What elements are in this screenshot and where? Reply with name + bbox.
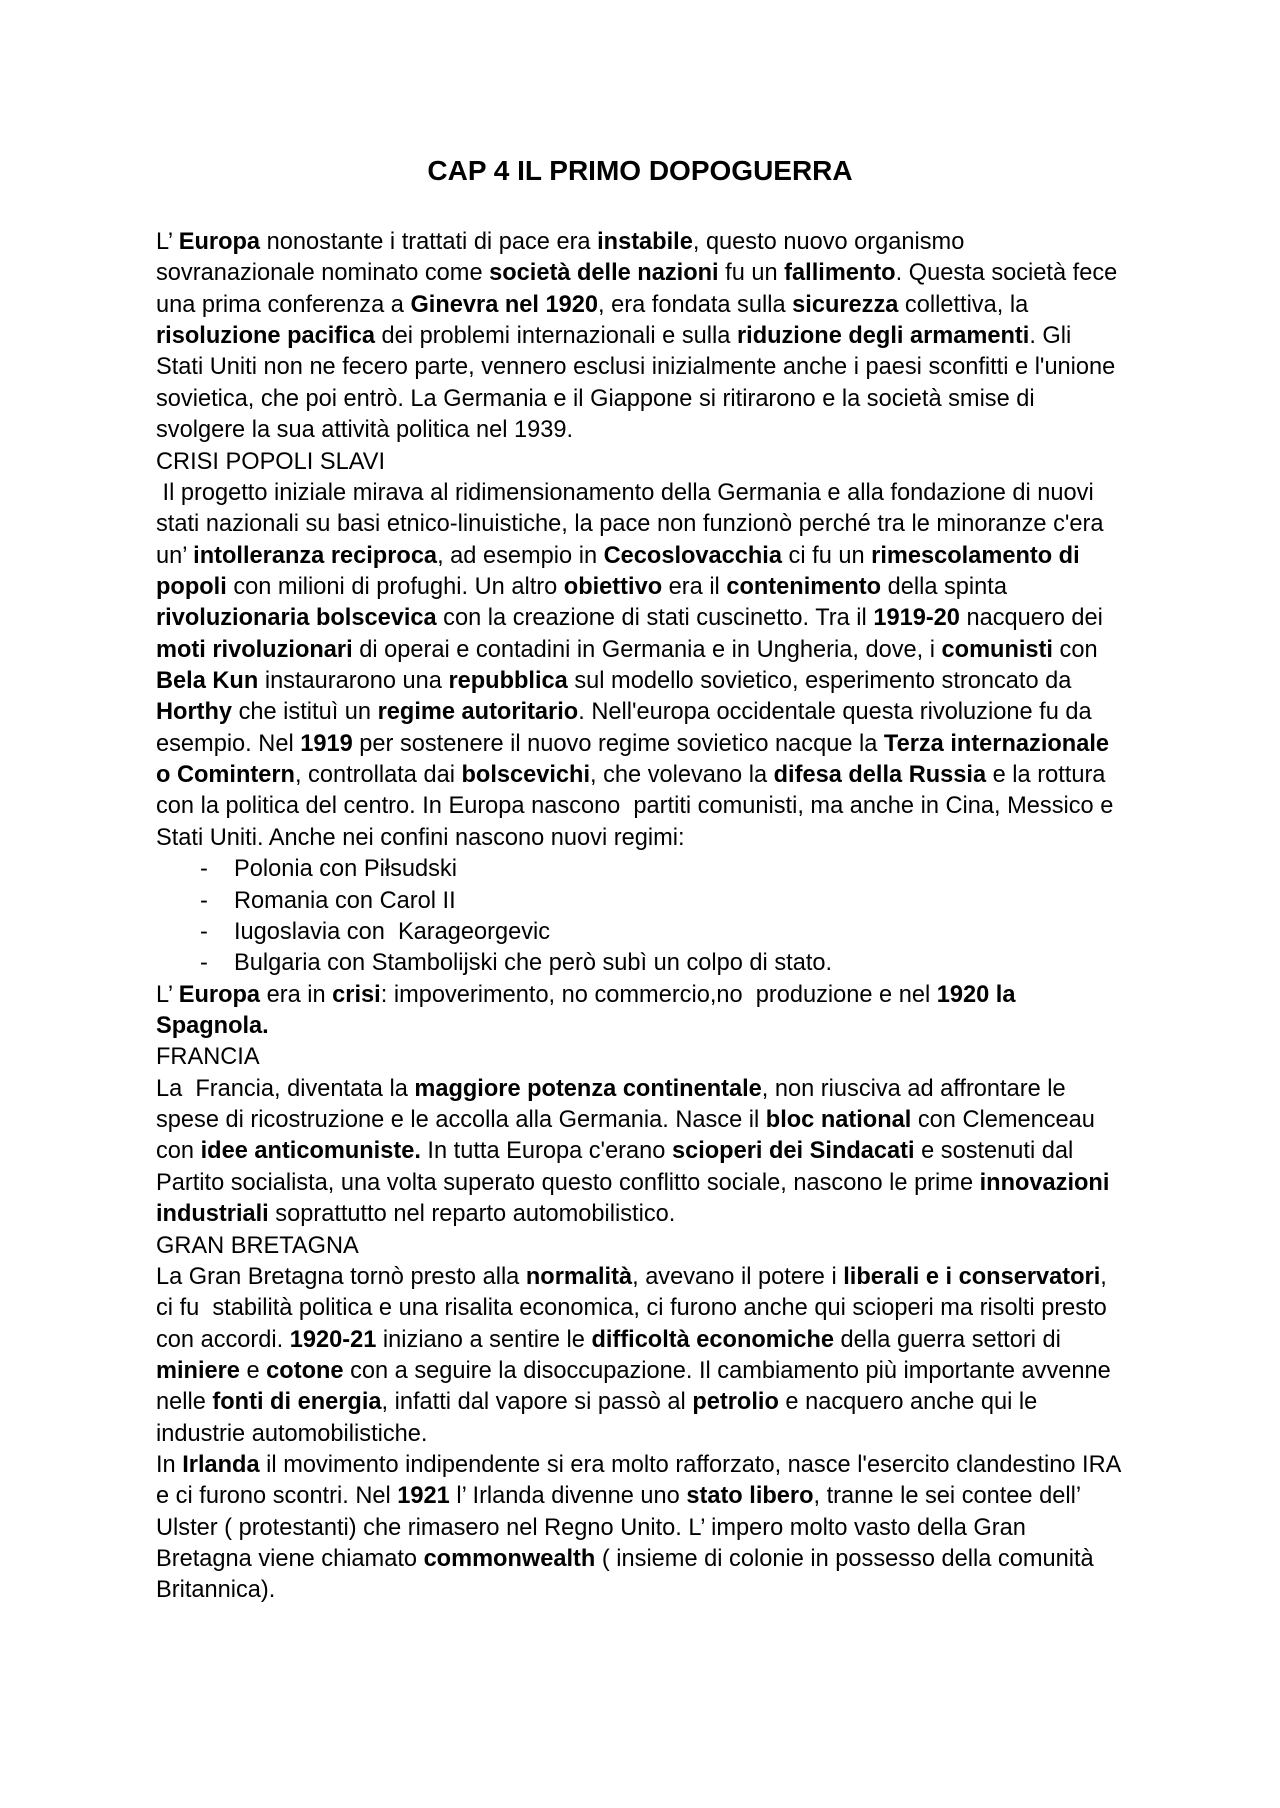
section-heading: [156, 447, 1146, 478]
text-run: Romania con Carol II: [234, 887, 456, 914]
bold-text-run: Spagnola.: [156, 1012, 269, 1039]
text-run: e la rottura: [986, 762, 1106, 789]
text-line: [156, 1011, 1146, 1042]
text-line: [156, 603, 1146, 634]
text-run: , era fondata sulla: [598, 291, 793, 318]
text-run: con Clemenceau: [911, 1107, 1095, 1134]
text-run: e sostenuti dal: [914, 1138, 1074, 1165]
text-run: ci fu un: [781, 542, 872, 569]
text-run: , non riusciva ad affrontare le: [761, 1075, 1066, 1102]
text-run: era il: [662, 573, 727, 600]
text-run: , che volevano la: [590, 762, 774, 789]
text-run: FRANCIA: [156, 1044, 260, 1071]
text-run: CRISI POPOLI SLAVI: [156, 448, 386, 475]
text-line: [156, 760, 1146, 791]
section-heading: [156, 1042, 1146, 1073]
text-line: [156, 1419, 1146, 1450]
text-line: [156, 1293, 1146, 1324]
text-line: [156, 1481, 1146, 1512]
text-run: . Questa società fece: [895, 260, 1118, 287]
text-run: L’: [156, 229, 179, 255]
list-bullet: -: [200, 918, 208, 945]
bold-text-run: miniere: [156, 1357, 240, 1384]
bold-text-run: bolscevichi: [461, 762, 591, 789]
text-line: [156, 697, 1146, 728]
list-item: [156, 948, 1146, 979]
text-line: [156, 321, 1146, 352]
section-heading: [156, 1231, 1146, 1262]
text-run: di operai e contadini in Germania e in Ungheria, dove, i: [352, 636, 942, 663]
text-line: [156, 1262, 1146, 1293]
text-run: In: [156, 1452, 183, 1479]
text-run: , infatti dal vapore si passò al: [381, 1389, 693, 1416]
bold-text-run: riduzione degli armamenti: [736, 323, 1030, 350]
bold-text-run: repubblica: [448, 668, 568, 695]
bold-text-run: 1919: [300, 730, 353, 757]
text-line: [156, 729, 1146, 760]
list-item: [156, 886, 1146, 917]
text-run: Bretagna viene chiamato: [156, 1546, 424, 1573]
text-line: [156, 1513, 1146, 1544]
text-line: [156, 415, 1146, 446]
text-line: [156, 258, 1146, 289]
bold-text-run: commonwealth: [423, 1546, 596, 1573]
text-run: La Gran Bretagna tornò presto alla: [156, 1263, 526, 1290]
text-run: : impoverimento, no commercio,no produzione e nel: [380, 981, 937, 1008]
text-line: [156, 384, 1146, 415]
bold-text-run: instabile: [597, 229, 693, 255]
text-run: con milioni di profughi. Un altro: [226, 573, 564, 600]
bold-text-run: normalità: [525, 1263, 633, 1290]
bold-text-run: difficoltà economiche: [591, 1326, 834, 1353]
text-run: dei problemi internazionali e sulla: [374, 323, 737, 350]
bold-text-run: idee anticomuniste.: [200, 1138, 421, 1165]
text-run: Partito socialista, una volta superato questo conflitto sociale, nascono le prime: [156, 1169, 980, 1196]
text-run: e: [239, 1357, 267, 1384]
text-run: una prima conferenza a: [156, 291, 411, 318]
bold-text-run: Horthy: [156, 699, 233, 726]
text-line: [156, 666, 1146, 697]
text-run: esempio. Nel: [156, 730, 301, 757]
bold-text-run: 1919-20: [873, 605, 960, 632]
text-run: L’: [156, 981, 179, 1008]
text-line: [156, 1074, 1146, 1105]
text-run: un’: [156, 542, 194, 569]
bold-text-run: intolleranza reciproca: [193, 542, 438, 569]
text-run: Stati Uniti. Anche nei confini nascono nuovi regimi:: [156, 824, 685, 851]
bold-text-run: Cecoslovacchia: [603, 542, 782, 569]
text-run: ,: [1100, 1263, 1107, 1290]
bold-text-run: cotone: [266, 1357, 344, 1384]
text-run: che istituì un: [232, 699, 378, 726]
text-run: con la creazione di stati cuscinetto. Tra il: [436, 605, 874, 632]
text-run: soprattutto nel reparto automobilistico.: [268, 1201, 676, 1228]
bold-text-run: rimescolamento di: [871, 542, 1080, 569]
text-run: con la politica del centro. In Europa nascono partiti comunisti, ma anche in Cina, Messico e: [156, 793, 1114, 820]
text-run: della spinta: [881, 573, 1007, 600]
text-line: [156, 791, 1146, 822]
text-run: Polonia con Piłsudski: [234, 856, 457, 883]
text-run: il movimento indipendente si era molto rafforzato, nasce l'esercito clandestino IRA: [259, 1452, 1122, 1479]
text-run: svolgere la sua attività politica nel 1939.: [156, 417, 574, 444]
document-body: [156, 227, 1146, 1607]
text-line: [156, 478, 1146, 509]
text-run: nonostante i trattati di pace era: [260, 229, 598, 255]
bold-text-run: crisi: [332, 981, 381, 1008]
text-run: sul modello sovietico, esperimento stroncato da: [567, 668, 1072, 695]
bold-text-run: rivoluzionaria bolscevica: [156, 605, 437, 632]
text-run: l’ Irlanda divenne uno: [449, 1483, 687, 1510]
bold-text-run: o Comintern: [156, 762, 295, 789]
bold-text-run: Europa: [178, 229, 261, 255]
text-line: [156, 541, 1146, 572]
text-run: nacquero dei: [959, 605, 1103, 632]
list-bullet: -: [200, 887, 208, 914]
text-line: [156, 1356, 1146, 1387]
text-line: [156, 980, 1146, 1011]
text-run: collettiva, la: [898, 291, 1029, 318]
bold-text-run: bloc national: [765, 1107, 912, 1134]
text-line: [156, 635, 1146, 666]
text-run: con a seguire la disoccupazione. Il cambiamento più importante avvenne: [343, 1357, 1111, 1384]
bold-text-run: Terza internazionale: [883, 730, 1109, 757]
text-run: La Francia, diventata la: [156, 1075, 415, 1102]
text-line: [156, 1105, 1146, 1136]
text-run: Britannica).: [156, 1577, 276, 1604]
text-run: instaurarono una: [258, 668, 449, 695]
text-line: [156, 1544, 1146, 1575]
text-run: stati nazionali su basi etnico-linuistiche, la pace non funzionò perché tra le minoranze c'era: [156, 511, 1104, 538]
text-line: [156, 509, 1146, 540]
list-bullet: -: [200, 856, 208, 883]
text-run: Bulgaria con Stambolijski che però subì un colpo di stato.: [234, 950, 833, 977]
text-run: ( insieme di colonie in possesso della comunità: [595, 1546, 1094, 1573]
bold-text-run: petrolio: [692, 1389, 779, 1416]
bold-text-run: stato libero: [686, 1483, 814, 1510]
text-run: GRAN BRETAGNA: [156, 1232, 359, 1259]
text-run: e nacquero anche qui le: [778, 1389, 1038, 1416]
text-line: [156, 1325, 1146, 1356]
bold-text-run: maggiore potenza continentale: [414, 1075, 762, 1102]
bold-text-run: popoli: [156, 573, 227, 600]
text-run: Iugoslavia con Karageorgevic: [234, 918, 551, 945]
bold-text-run: 1920-21: [289, 1326, 377, 1353]
list-item: [156, 917, 1146, 948]
text-run: , avevano il potere i: [632, 1263, 844, 1290]
text-run: , controllata dai: [294, 762, 462, 789]
text-run: sovranazionale nominato come: [156, 260, 490, 287]
text-run: fu un: [718, 260, 785, 287]
bold-text-run: innovazioni: [979, 1169, 1110, 1196]
text-run: , tranne le sei contee dell’: [813, 1483, 1082, 1510]
text-run: per sostenere il nuovo regime sovietico nacque la: [352, 730, 884, 757]
text-run: Il progetto iniziale mirava al ridimensionamento della Germania e alla fondazione di nuovi: [156, 479, 1094, 506]
text-run: con: [1052, 636, 1098, 663]
bold-text-run: sicurezza: [792, 291, 899, 318]
text-line: [156, 227, 1146, 258]
text-run: della guerra settori di: [833, 1326, 1061, 1353]
bold-text-run: difesa della Russia: [773, 762, 987, 789]
text-line: [156, 823, 1146, 854]
bold-text-run: comunisti: [941, 636, 1053, 663]
text-run: . Gli: [1029, 323, 1072, 350]
text-line: [156, 572, 1146, 603]
text-line: [156, 1168, 1146, 1199]
text-run: . Nell'europa occidentale questa rivoluzione fu da: [578, 699, 1092, 726]
bold-text-run: regime autoritario: [377, 699, 579, 726]
text-line: [156, 1199, 1146, 1230]
bold-text-run: Ginevra nel 1920: [410, 291, 599, 318]
bold-text-run: 1920 la: [936, 981, 1016, 1008]
bold-text-run: Europa: [178, 981, 261, 1008]
bold-text-run: 1921: [397, 1483, 450, 1510]
text-run: e ci furono scontri. Nel: [156, 1483, 398, 1510]
text-run: Stati Uniti non ne fecero parte, vennero esclusi inizialmente anche i paesi sconfitti e l'unione: [156, 354, 1116, 381]
bold-text-run: liberali e i conservatori: [843, 1263, 1101, 1290]
text-run: , questo nuovo organismo: [692, 229, 965, 255]
text-line: [156, 1575, 1146, 1606]
text-line: [156, 290, 1146, 321]
text-run: con: [156, 1138, 201, 1165]
text-run: spese di ricostruzione e le accolla alla Germania. Nasce il: [156, 1107, 766, 1134]
page-title: CAP 4 IL PRIMO DOPOGUERRA: [427, 155, 853, 186]
text-run: ci fu stabilità politica e una risalita economica, ci furono anche qui scioperi ma risolti presto: [156, 1295, 1107, 1322]
bold-text-run: moti rivoluzionari: [156, 636, 353, 663]
text-run: , ad esempio in: [437, 542, 604, 569]
bold-text-run: obiettivo: [563, 573, 663, 600]
bold-text-run: industriali: [156, 1201, 269, 1228]
text-run: sovietica, che poi entrò. La Germania e il Giappone si ritirarono e la società smise di: [156, 385, 1035, 412]
text-line: [156, 1136, 1146, 1167]
text-run: nelle: [156, 1389, 213, 1416]
text-line: [156, 352, 1146, 383]
bold-text-run: Irlanda: [182, 1452, 260, 1479]
text-line: [156, 1450, 1146, 1481]
bold-text-run: contenimento: [726, 573, 882, 600]
text-run: In tutta Europa c'erano: [420, 1138, 672, 1165]
list-item: [156, 854, 1146, 885]
text-run: iniziano a sentire le: [376, 1326, 592, 1353]
bold-text-run: Bela Kun: [156, 668, 259, 695]
text-line: [156, 1387, 1146, 1418]
bold-text-run: fonti di energia: [212, 1389, 382, 1416]
text-run: Ulster ( protestanti) che rimasero nel Regno Unito. L’ impero molto vasto della Gran: [156, 1514, 1026, 1541]
bold-text-run: società delle nazioni: [489, 260, 719, 287]
text-run: con accordi.: [156, 1326, 290, 1353]
text-run: industrie automobilistiche.: [156, 1420, 428, 1447]
text-run: era in: [260, 981, 333, 1008]
bold-text-run: risoluzione pacifica: [156, 323, 375, 350]
bold-text-run: fallimento: [784, 260, 896, 287]
list-bullet: -: [200, 950, 208, 977]
bold-text-run: scioperi dei Sindacati: [671, 1138, 915, 1165]
